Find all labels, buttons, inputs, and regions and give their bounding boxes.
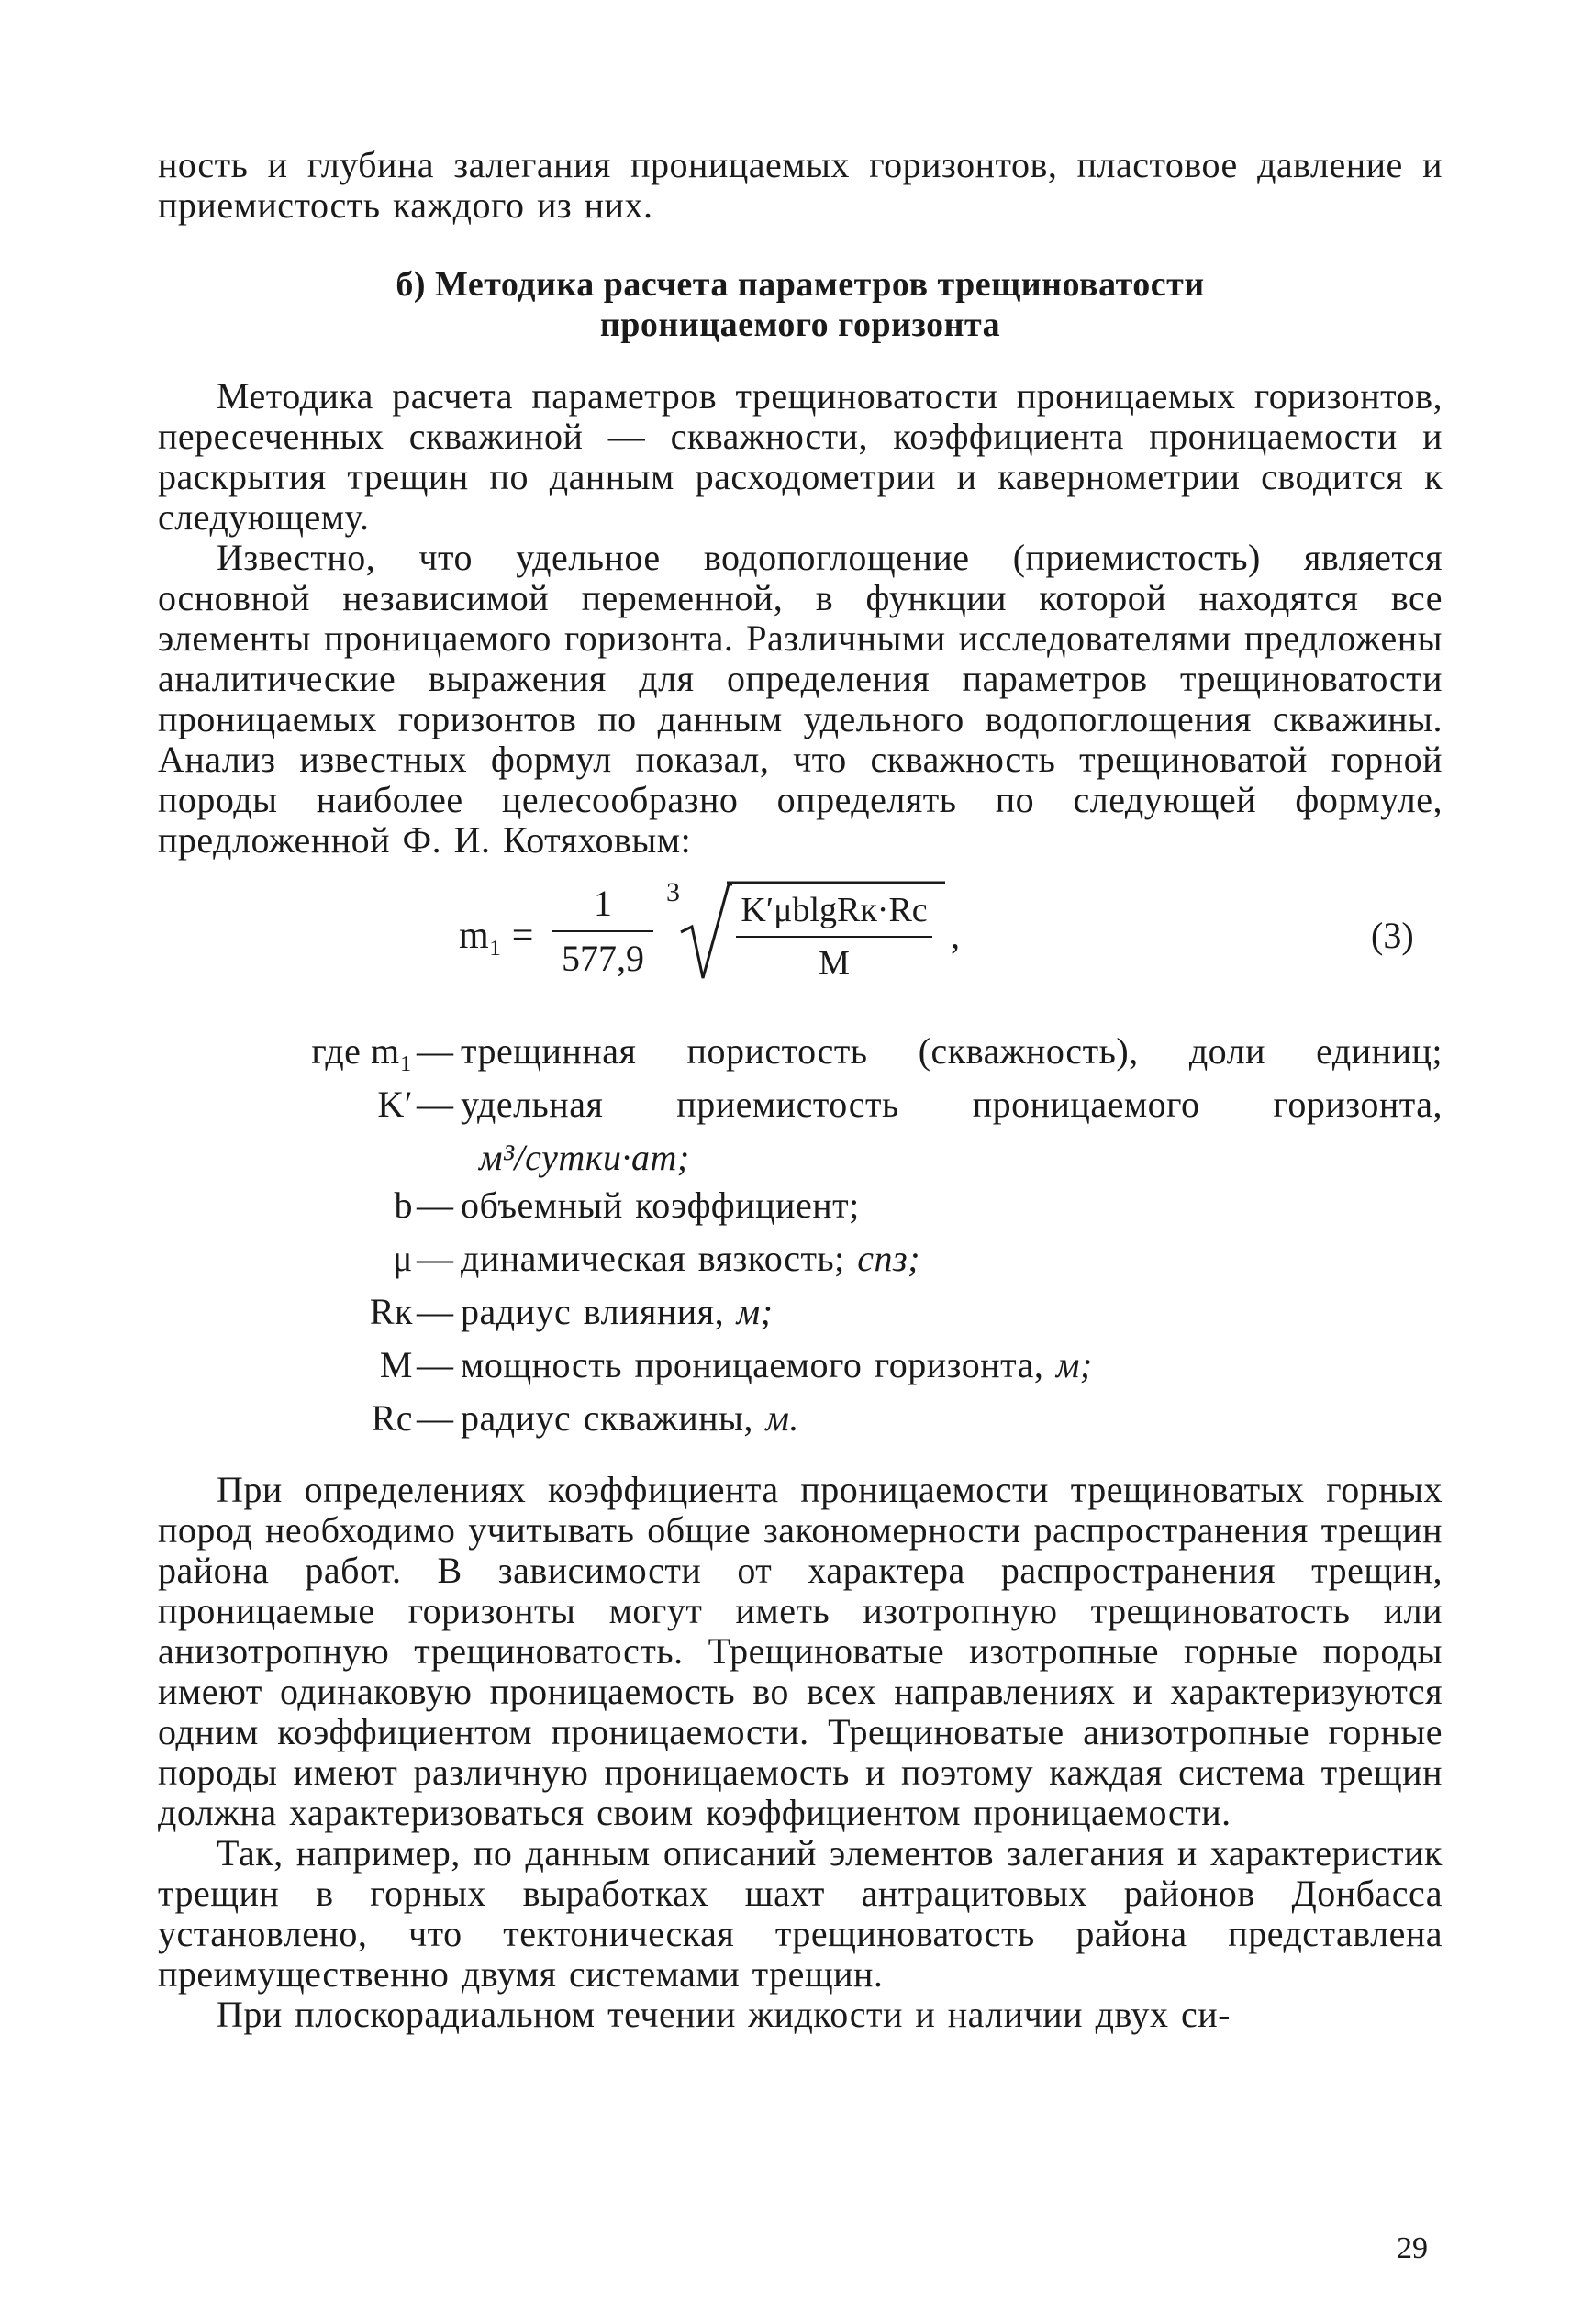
legend-dash: — (417, 1344, 454, 1385)
paragraph-flow: При плоскорадиальном течении жидкости и наличии двух си- (217, 1994, 1231, 2035)
legend-where: где (311, 1030, 362, 1072)
legend-description-text: динамическая вязкость; (461, 1238, 858, 1279)
root-index: 3 (666, 877, 680, 907)
legend-description: трещинная пористость (скважность), доли единиц; (461, 1030, 1443, 1072)
radicand-numerator: K′μblgRк·Rc (741, 891, 928, 929)
legend-symbol: M (379, 1344, 413, 1385)
legend-symbol: b (394, 1184, 413, 1226)
legend-description (461, 1398, 1443, 1439)
formula-radicand (729, 890, 940, 984)
paragraph-continuation: ность и глубина залегания проницаемых горизонтов, пластовое давление и приемистость каждого из них. (158, 144, 1443, 226)
formula-coefficient-fraction (552, 883, 653, 980)
legend-row (158, 1398, 1443, 1451)
legend-symbol: Rc (371, 1397, 413, 1439)
legend-description: удельная приемистость проницаемого горизонта, (461, 1084, 1443, 1125)
legend-description: объемный коэффициент; (461, 1184, 860, 1226)
paragraph-known: Известно, что удельное водопоглощение (приемистость) является основной независимой переменной, в функции которой находятся все элементы проницаемого горизонта. Различными исследователями предложены аналитические выражения для определения параметров трещиноватости проницаемых горизонтов по данным удельного водопоглощения скважины. Анализ известных формул показал, что скважность трещиноватой горной породы наиболее целесообразно определять по следующей формуле, предложенной Ф. И. Котяховым: (158, 537, 1443, 861)
legend-description-text: мощность проницаемого горизонта, (461, 1344, 1056, 1385)
legend-unit: м; (1055, 1344, 1093, 1385)
page-number: 29 (1397, 2231, 1428, 2265)
legend-dash: — (417, 1397, 454, 1439)
paragraph-method: Методика расчета параметров трещиноватости проницаемых горизонтов, пересеченных скважиной — скважности, коэффициента проницаемости и раскрытия трещин по данным расходометрии и кавернометрии сводится к следующему. (158, 375, 1443, 538)
formula-comma: , (951, 915, 960, 956)
legend-symbol: μ (393, 1238, 413, 1279)
legend-description-text: радиус скважины, (461, 1397, 766, 1439)
formula-coefficient-denominator: 577,9 (562, 938, 644, 979)
legend-dash: — (417, 1030, 454, 1072)
legend-row (158, 1292, 1443, 1345)
legend-row-continuation (158, 1138, 1443, 1185)
formula-3 (158, 877, 1443, 1015)
formula-lhs: m₁ = (459, 915, 534, 957)
legend-description (461, 1292, 1443, 1332)
radical-overline (727, 881, 947, 886)
section-heading-line-2: проницаемого горизонта (599, 306, 1001, 344)
legend-unit: м³/сутки·ат; (479, 1137, 690, 1178)
fraction-bar (552, 930, 653, 932)
legend-symbol-text: m₁ (370, 1030, 413, 1072)
legend-dash: — (417, 1084, 454, 1125)
legend-row (158, 1239, 1443, 1292)
symbol-legend (158, 1031, 1443, 1451)
legend-description (461, 1345, 1443, 1385)
legend-dash: — (417, 1184, 454, 1226)
legend-row (158, 1345, 1443, 1398)
legend-row (158, 1084, 1443, 1138)
legend-symbol: K′ (377, 1084, 413, 1125)
section-heading (158, 264, 1443, 345)
legend-symbol: Rк (369, 1291, 413, 1332)
radical-sign-icon (677, 881, 732, 982)
radicand-fraction-bar (736, 936, 932, 938)
formula-coefficient-numerator: 1 (594, 883, 612, 924)
legend-row (158, 1031, 1443, 1084)
legend-unit: м; (736, 1291, 774, 1332)
legend-unit: м. (765, 1397, 799, 1439)
section-heading-line-1: б) Методика расчета параметров трещиноватости (396, 265, 1205, 304)
radicand-denominator: M (819, 944, 850, 983)
text-column (158, 145, 1443, 2035)
equation-number: (3) (1371, 915, 1414, 956)
legend-description-text: радиус влияния, (461, 1291, 737, 1332)
paragraph-permeability: При определениях коэффициента проницаемости трещиноватых горных пород необходимо учитывать общие закономерности распространения трещин района работ. В зависимости от характера распространения трещин, проницаемые горизонты могут иметь изотропную трещиноватость или анизотропную трещиноватость. Трещиноватые изотропные горные породы имеют одинаковую проницаемость во всех направлениях и характеризуются одним коэффициентом проницаемости. Трещиноватые анизотропные горные породы имеют различную проницаемость и поэтому каждая система трещин должна характеризоваться своим коэффициентом проницаемости. (158, 1469, 1443, 1833)
legend-description (461, 1239, 1443, 1279)
legend-dash: — (417, 1291, 454, 1332)
paragraph-donbass: Так, например, по данным описаний элементов залегания и характеристик трещин в горных выработках шахт антрацитовых районов Донбасса установлено, что тектоническая трещиноватость района представлена преимущественно двумя системами трещин. (158, 1832, 1443, 1995)
legend-unit: спз; (857, 1238, 920, 1279)
legend-dash: — (417, 1238, 454, 1279)
legend-symbol (158, 1031, 413, 1072)
legend-row (158, 1185, 1443, 1239)
